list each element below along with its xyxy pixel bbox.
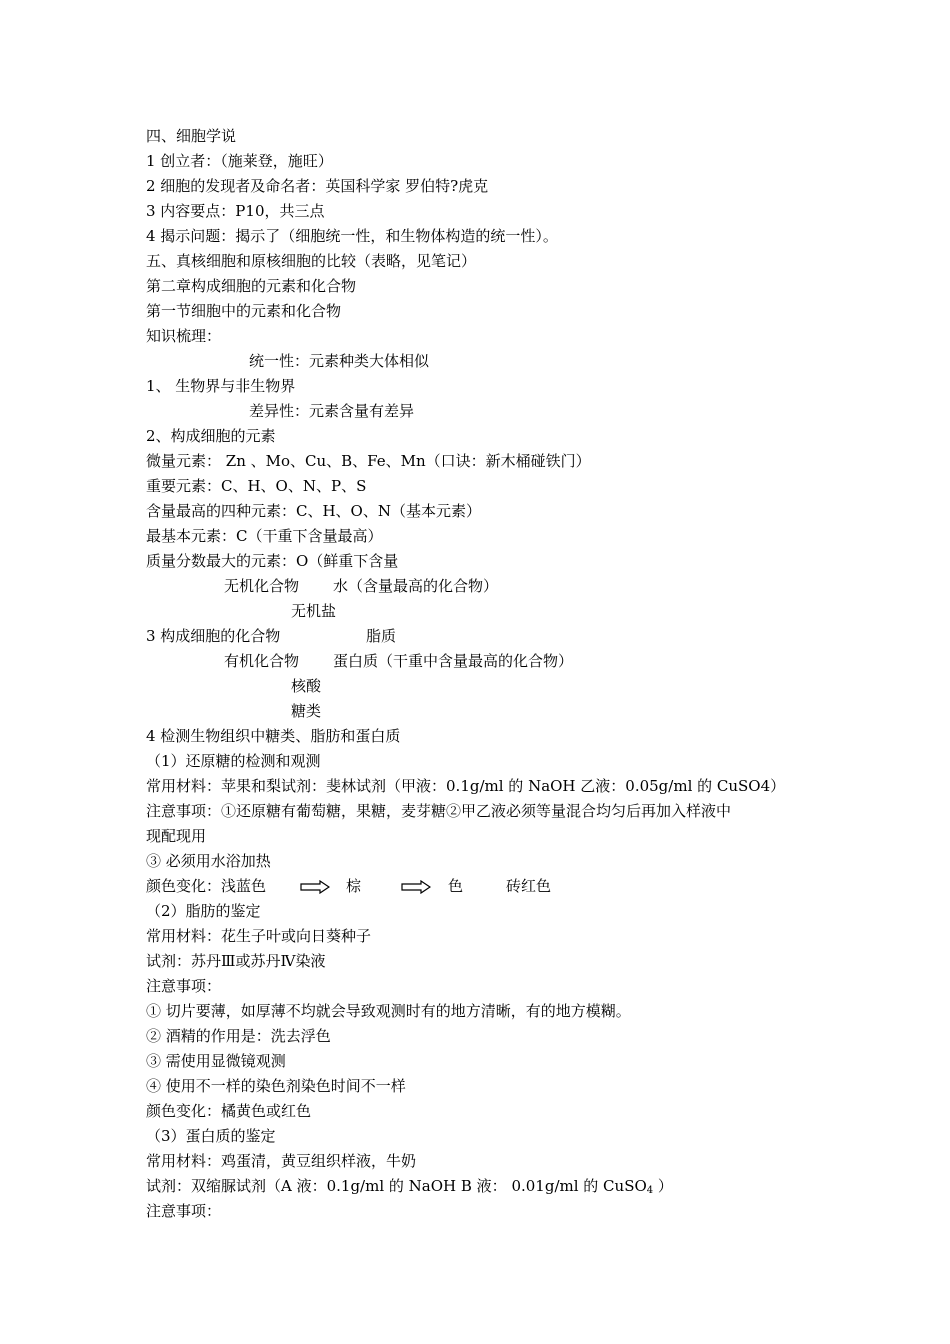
text-carbohydrates: 糖类	[291, 702, 322, 720]
text-line: 常用材料：鸡蛋清，黄豆组织样液，牛奶	[146, 1152, 417, 1170]
text-line-indented: 差异性：元素含量有差异	[249, 402, 415, 420]
reagent-text-end: ）	[653, 1177, 673, 1195]
text-protein: 蛋白质（干重中含量最高的化合物）	[333, 652, 574, 670]
text-line: 常用材料：花生子叶或向日葵种子	[146, 927, 372, 945]
text-line: 注意事项：	[146, 977, 222, 995]
text-nucleic-acid: 核酸	[291, 677, 322, 695]
text-line: 知识梳理：	[146, 327, 222, 345]
text-line: 2、构成细胞的元素	[146, 427, 276, 445]
hollow-right-arrow-icon	[401, 880, 431, 894]
text-line: 1 创立者：（施莱登，施旺）	[146, 152, 333, 170]
text-line: 现配现用	[146, 827, 207, 845]
text-line: ① 切片要薄，如厚薄不均就会导致观测时有的地方清晰，有的地方模糊。	[146, 1002, 631, 1020]
text-inorganic-salts: 无机盐	[291, 602, 337, 620]
text-line: 4 揭示问题：揭示了（细胞统一性，和生物体构造的统一性）。	[146, 227, 558, 245]
text-line: ④ 使用不一样的染色剂染色时间不一样	[146, 1077, 406, 1095]
section-heading-cell-theory: 四、细胞学说	[146, 127, 237, 145]
section-heading-cell-comparison: 五、真核细胞和原核细胞的比较（表略，见笔记）	[146, 252, 477, 270]
text-water: 水（含量最高的化合物）	[333, 577, 499, 595]
text-line-indented: 统一性：元素种类大体相似	[249, 352, 430, 370]
text-line: 含量最高的四种元素：C、H、O、N（基本元素）	[146, 502, 481, 520]
text-line: 常用材料：苹果和梨试剂：斐林试剂（甲液：0.1g/ml 的 NaOH 乙液：0.05g/ml 的 CuSO4）	[146, 777, 786, 795]
text-color-change: 颜色变化：浅蓝色	[146, 877, 267, 895]
text-organic-compounds: 有机化合物	[224, 652, 300, 670]
subsection-heading: （2）脂肪的鉴定	[146, 902, 261, 920]
text-line: 3 构成细胞的化合物	[146, 627, 281, 645]
text-inorganic-compounds: 无机化合物	[224, 577, 300, 595]
text-line-reagent	[146, 1174, 673, 1199]
subsection-heading: （1）还原糖的检测和观测	[146, 752, 321, 770]
text-line: 微量元素： Zn 、Mo、Cu、B、Fe、Mn（口诀：新木桶碰铁门）	[146, 452, 591, 470]
text-color: 色	[448, 877, 464, 895]
text-brown: 棕	[346, 877, 362, 895]
text-line: ③ 必须用水浴加热	[146, 852, 271, 870]
reagent-text: 试剂：双缩脲试剂（A 液：0.1g/ml 的 NaOH B 液： 0.01g/ml 的 CuSO	[146, 1177, 647, 1195]
text-line: 1、 生物界与非生物界	[146, 377, 296, 395]
text-line: ② 酒精的作用是：洗去浮色	[146, 1027, 331, 1045]
section-heading: 第一节细胞中的元素和化合物	[146, 302, 342, 320]
subscript-4: 4	[646, 1185, 654, 1196]
text-line: 颜色变化：橘黄色或红色	[146, 1102, 312, 1120]
subsection-heading: （3）蛋白质的鉴定	[146, 1127, 276, 1145]
text-line: 质量分数最大的元素：O（鲜重下含量	[146, 552, 399, 570]
text-line: 3 内容要点：P10，共三点	[146, 202, 325, 220]
text-line: 注意事项：	[146, 1202, 222, 1220]
text-brick-red: 砖红色	[506, 877, 552, 895]
text-line: 2 细胞的发现者及命名者：英国科学家 罗伯特?虎克	[146, 177, 489, 195]
text-line: 重要元素：C、H、O、N、P、S	[146, 477, 367, 495]
text-lipids: 脂质	[366, 627, 397, 645]
text-line: 试剂：苏丹Ⅲ或苏丹Ⅳ染液	[146, 952, 326, 970]
hollow-right-arrow-icon	[300, 880, 330, 894]
text-line: ③ 需使用显微镜观测	[146, 1052, 286, 1070]
text-line: 4 检测生物组织中糖类、脂肪和蛋白质	[146, 727, 401, 745]
chapter-heading: 第二章构成细胞的元素和化合物	[146, 277, 357, 295]
text-line: 最基本元素：C（干重下含量最高）	[146, 527, 383, 545]
text-line: 注意事项：①还原糖有葡萄糖，果糖，麦芽糖②甲乙液必须等量混合均匀后再加入样液中	[146, 802, 732, 820]
